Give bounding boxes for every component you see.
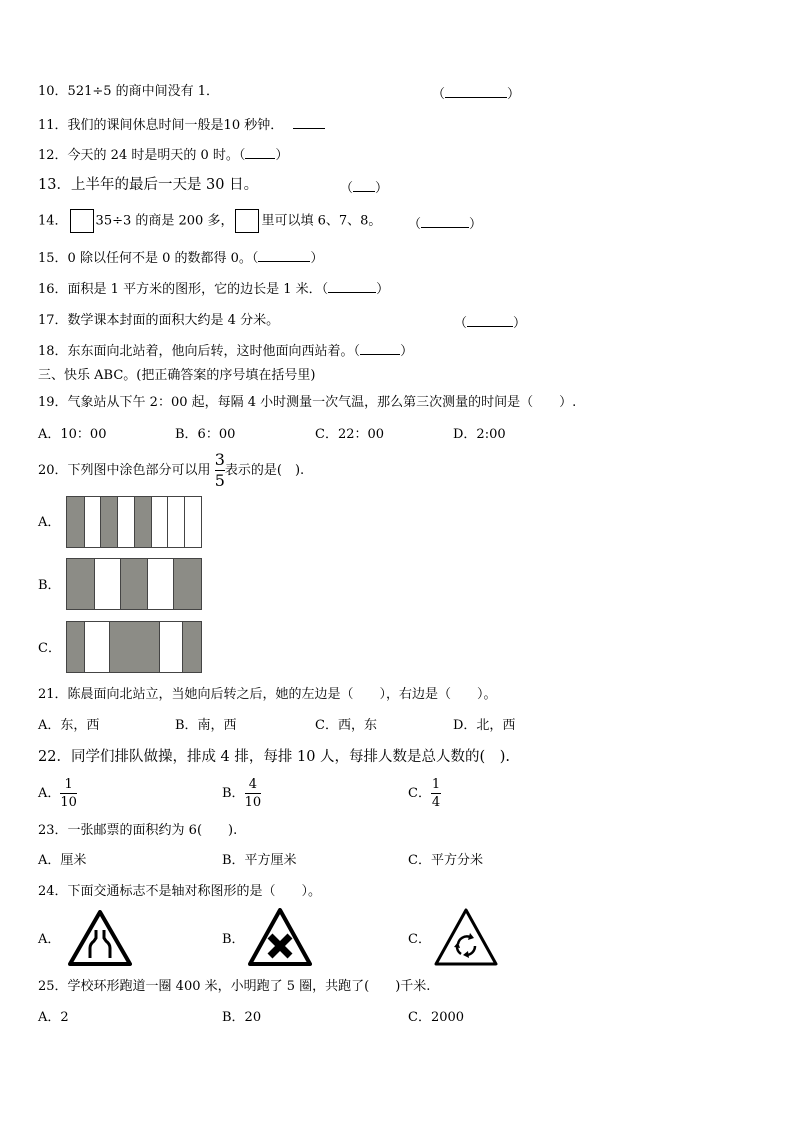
figure-c-strip[interactable] (66, 621, 202, 673)
answer-paren[interactable]: （ ） (454, 316, 527, 331)
answer-paren[interactable]: （ ） (408, 217, 483, 232)
fraction: $\frac{3}{5}$ (214, 450, 225, 490)
roundabout-sign-icon[interactable] (434, 908, 498, 966)
option-b-label[interactable]: B． (38, 578, 61, 593)
option-c[interactable]: C．平方分米 (408, 853, 483, 868)
option-b-label[interactable]: B． (222, 932, 245, 947)
question-11: 11．我们的课间休息时间一般是10 秒钟． (38, 116, 325, 135)
option-c[interactable]: C．2000 (408, 1010, 465, 1025)
road-narrows-sign-icon[interactable] (68, 910, 132, 966)
question-10 (38, 83, 219, 101)
question-22: 22．同学们排队做操，排成 4 排，每排 10 人，每排人数是总人数的( ). (38, 749, 510, 765)
option-c[interactable]: C．22：00 (315, 427, 385, 442)
question-15: 15．0 除以任何不是 0 的数都得 0。（ ） (38, 251, 324, 266)
empty-box[interactable] (235, 209, 259, 233)
answer-blank[interactable] (245, 146, 275, 159)
option-a-label[interactable]: A． (38, 515, 61, 530)
question-19: 19．气象站从下午 2：00 起，每隔 4 小时测量一次气温，那么第三次测量的时间是（ ）. (38, 395, 577, 410)
question-16: 16．面积是 1 平方米的图形，它的边长是 1 米．（ ） (38, 282, 390, 297)
option-a[interactable]: A．2 (38, 1010, 69, 1025)
question-14: 14． 35÷3 的商是 200 多， 里可以填 6、7、8。 (38, 209, 381, 233)
option-a[interactable]: A． $\frac{1}{10}$ (38, 777, 77, 810)
option-b[interactable]: B．20 (222, 1010, 262, 1025)
option-a-label[interactable]: A． (38, 932, 61, 947)
figure-b-strip[interactable] (66, 558, 202, 610)
answer-blank[interactable] (328, 280, 376, 293)
option-d[interactable]: D．北，西 (453, 718, 516, 733)
question-20: 20．下列图中涂色部分可以用 $\frac{3}{5}$ 表示的是( ). (38, 450, 305, 490)
option-a[interactable]: A．东，西 (38, 718, 100, 733)
crossroads-x-sign-icon[interactable] (248, 908, 312, 966)
answer-blank[interactable] (293, 116, 325, 129)
option-b[interactable]: B． $\frac{4}{10}$ (222, 777, 262, 810)
question-25: 25．学校环形跑道一圈 400 米，小明跑了 5 圈，共跑了( )千米. (38, 979, 431, 994)
option-c[interactable]: C．西，东 (315, 718, 377, 733)
option-a[interactable]: A．10：00 (38, 427, 107, 442)
question-23: 23．一张邮票的面积约为 6( ). (38, 823, 238, 838)
section-title: 三、快乐 ABC。(把正确答案的序号填在括号里) (38, 368, 316, 383)
question-24: 24．下面交通标志不是轴对称图形的是（ ）。 (38, 884, 322, 899)
option-b[interactable]: B．平方厘米 (222, 853, 297, 868)
question-number: 10． (38, 84, 68, 99)
option-a[interactable]: A．厘米 (38, 853, 87, 868)
question-text: 521÷5 的商中间没有 1． (67, 84, 220, 99)
option-c-label[interactable]: C． (38, 641, 61, 656)
question-17: 17．数学课本封面的面积大约是 4 分米。 (38, 313, 280, 328)
option-b[interactable]: B．6：00 (175, 427, 236, 442)
answer-blank[interactable] (258, 249, 310, 262)
option-c-label[interactable]: C． (408, 932, 431, 947)
question-21: 21．陈晨面向北站立，当她向后转之后，她的左边是（ ），右边是（ ）。 (38, 687, 497, 702)
option-c[interactable]: C． $\frac{1}{4}$ (408, 777, 441, 810)
question-13: 13．上半年的最后一天是 30 日。 (38, 177, 259, 193)
answer-paren[interactable]: （ ） (432, 87, 521, 102)
option-b[interactable]: B．南，西 (175, 718, 237, 733)
empty-box[interactable] (70, 209, 94, 233)
question-18: 18．东东面向北站着，他向后转，这时他面向西站着。（ ） (38, 344, 414, 359)
figure-a-strip[interactable] (66, 496, 202, 548)
question-12: 12．今天的 24 时是明天的 0 时。（ ） (38, 148, 289, 163)
answer-paren[interactable]: （ ） (340, 181, 389, 196)
answer-blank[interactable] (360, 342, 400, 355)
option-d[interactable]: D．2:00 (453, 427, 506, 442)
